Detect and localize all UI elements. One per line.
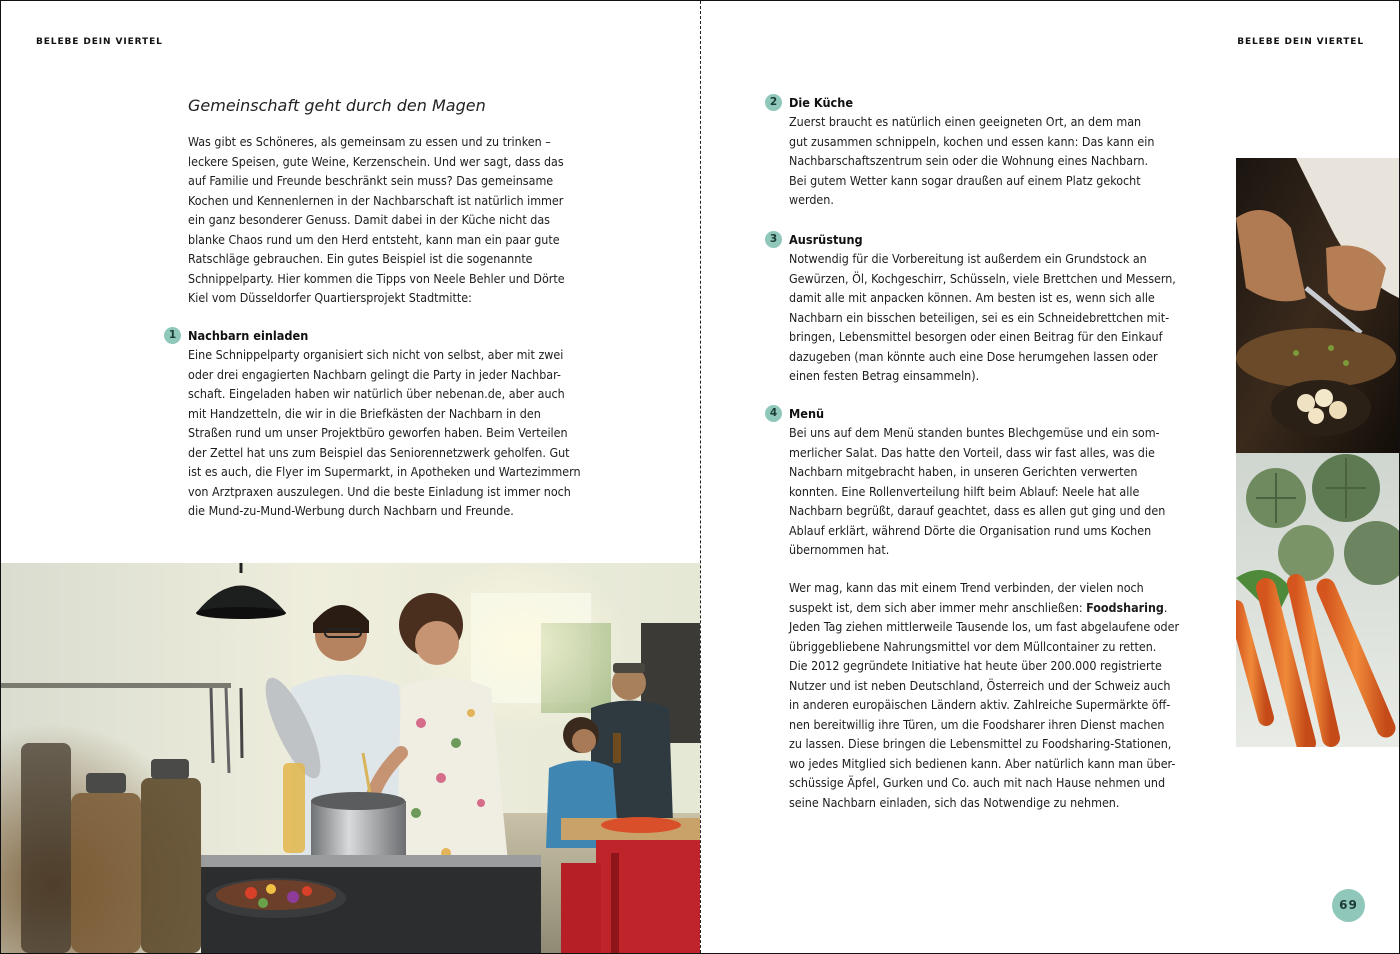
text-line: übriggebliebene Nahrungsmittel vor dem Müllcontainer zu retten.	[789, 638, 1157, 654]
text-line: gut zusammen schnippeln, kochen und essen kann: Das kann ein	[789, 133, 1155, 149]
text-line: zu lassen. Diese bringen die Lebensmittel zu Foodsharing-Stationen,	[789, 736, 1172, 751]
vegetable-photo	[1236, 158, 1399, 747]
text-line: seine Nachbarn einladen, sich das Notwendige zu nehmen.	[789, 794, 1120, 810]
text-line: wo jedes Mitglied sich bedienen kann. Aber natürlich kann man über-	[789, 755, 1176, 771]
number-badge: 1	[164, 327, 181, 344]
tip-body	[188, 345, 613, 521]
text-span: suspekt ist, dem sich aber immer mehr anschließen:	[789, 599, 1087, 615]
text-line: auf Familie und Freunde beschränkt sein muss? Das gemeinsame	[188, 173, 554, 188]
text-line: schüssige Äpfel, Gurken und Co. auch mit nach Hause nehmen und	[789, 775, 1166, 790]
text-line: Kiel vom Düsseldorfer Quartiersprojekt Stadtmitte:	[188, 290, 472, 305]
tip-body	[789, 423, 1209, 560]
text-line: in anderen europäischen Ländern aktiv. Zahlreiche Supermärkte öff-	[789, 697, 1171, 712]
text-line: Die 2012 gegründete Initiative hat heute über 200.000 registrierte	[789, 658, 1162, 673]
text-line: ein ganz besonderer Genuss. Damit dabei in der Küche nicht das	[188, 212, 550, 227]
text-line: Kochen und Kennenlernen in der Nachbarschaft ist natürlich immer	[188, 192, 564, 208]
foodsharing-paragraph	[789, 578, 1211, 812]
kitchen-photo	[1, 563, 700, 953]
text-line: Bei gutem Wetter kann sogar draußen auf einem Platz gekocht	[789, 172, 1141, 188]
text-line: Gewürzen, Öl, Kochgeschirr, Schüsseln, viele Brettchen und Messern,	[789, 270, 1176, 286]
tip-title: Nachbarn einladen	[188, 327, 309, 343]
text-line: nen bereitwillig ihre Türen, um die Foodsharer ihren Dienst machen	[789, 716, 1165, 732]
text-line: Nutzer und ist neben Deutschland, Österreich und der Schweiz auch	[789, 677, 1171, 693]
text-line: dazugeben (man könnte auch eine Dose herumgehen lassen oder	[789, 348, 1158, 364]
text-line: leckere Speisen, gute Weine, Kerzenschein. Und wer sagt, dass das	[188, 153, 564, 169]
text-line: merlicher Salat. Das hatte den Vorteil, dass wir fast alles, was die	[789, 444, 1155, 460]
text-line: schaft. Eingeladen haben wir natürlich über nebenan.de, aber auch	[188, 386, 565, 401]
number-badge: 2	[765, 94, 782, 111]
text-line: Ablauf erklärt, während Dörte die Organisation rund ums Kochen	[789, 522, 1152, 538]
text-line: Notwendig für die Vorbereitung ist außerdem ein Grundstock an	[789, 251, 1147, 266]
section-title: Gemeinschaft geht durch den Magen	[188, 96, 486, 115]
text-line: damit alle mit anpacken können. Am besten ist es, wenn sich alle	[789, 290, 1155, 305]
tip-item-1	[168, 325, 613, 521]
text-line: Wer mag, kann das mit einem Trend verbinden, der vielen noch	[789, 580, 1144, 595]
text-line: ist es auch, die Flyer im Supermarkt, in Apotheken und Wartezimmern	[188, 464, 581, 479]
text-line: Bei uns auf dem Menü standen buntes Blechgemüse und ein som-	[789, 425, 1160, 440]
page-number-badge: 69	[1332, 889, 1365, 922]
right-page	[701, 1, 1399, 953]
text-line: einen festen Betrag einsammeln).	[789, 368, 980, 383]
running-head-left: BELEBE DEIN VIERTEL	[36, 37, 163, 47]
intro-paragraph	[188, 132, 608, 308]
text-line: Schnippelparty. Hier kommen die Tipps von Neele Behler und Dörte	[188, 270, 565, 286]
tip-body	[789, 112, 1209, 210]
text-line: Was gibt es Schöneres, als gemeinsam zu essen und zu trinken –	[188, 134, 551, 149]
text-line: Ratschläge gebrauchen. Ein gutes Beispiel ist die sogenannte	[188, 251, 533, 266]
text-line	[789, 598, 1211, 618]
text-line: Zuerst braucht es natürlich einen geeigneten Ort, an dem man	[789, 114, 1142, 129]
foodsharing-keyword: Foodsharing	[1086, 599, 1164, 615]
tip-body	[789, 249, 1209, 386]
number-badge: 3	[765, 231, 782, 248]
text-line: von Arztpraxen auszulegen. Und die beste Einladung ist immer noch	[188, 483, 571, 499]
number-badge: 4	[765, 405, 782, 422]
tip-title: Ausrüstung	[789, 231, 863, 247]
text-line: konnten. Eine Rollenverteilung hilft beim Ablauf: Neele hat alle	[789, 483, 1140, 499]
text-line: übernommen hat.	[789, 542, 890, 557]
text-line: Jeden Tag ziehen mittlerweile Tausende los, um fast abgelaufene oder	[789, 619, 1180, 634]
text-line: blanke Chaos rund um den Herd entsteht, kann man ein paar gute	[188, 231, 560, 247]
text-line: bringen, Lebensmittel besorgen oder einen Beitrag für den Einkauf	[789, 329, 1163, 344]
text-line: Straßen rund um unser Projektbüro geworfen haben. Beim Verteilen	[188, 425, 568, 440]
tip-heading	[769, 92, 1209, 112]
tip-title: Die Küche	[789, 94, 854, 110]
text-line: Nachbarschaftszentrum sein oder die Wohnung eines Nachbarn.	[789, 153, 1149, 168]
running-head-right: BELEBE DEIN VIERTEL	[1237, 37, 1364, 47]
text-line: Eine Schnippelparty organisiert sich nicht von selbst, aber mit zwei	[188, 347, 564, 362]
tip-item-3	[769, 229, 1209, 386]
text-span: .	[1163, 599, 1168, 615]
text-line: Nachbarn ein bisschen beteiligen, sei es ein Schneidebrettchen mit-	[789, 309, 1170, 325]
text-line: mit Handzetteln, die wir in die Briefkästen der Nachbarn in den	[188, 405, 541, 421]
text-line: oder drei engagierten Nachbarn gelingt die Party in jeder Nachbar-	[188, 366, 561, 382]
tip-item-2	[769, 92, 1209, 210]
text-line: die Mund-zu-Mund-Werbung durch Nachbarn und Freunde.	[188, 503, 514, 518]
left-page	[1, 1, 700, 953]
text-line: der Zettel hat uns zum Beispiel das Seniorennetzwerk geholfen. Gut	[188, 444, 570, 460]
text-line: Nachbarn mitgebracht haben, in unseren Gerichten verwerten	[789, 464, 1138, 479]
tip-heading	[769, 403, 1209, 423]
tip-item-4	[769, 403, 1209, 560]
text-line: Nachbarn begrüßt, darauf geachtet, dass es allen gut ging und den	[789, 503, 1166, 518]
tip-heading	[769, 229, 1209, 249]
text-line: werden.	[789, 192, 834, 207]
tip-title: Menü	[789, 405, 825, 421]
tip-heading	[168, 325, 613, 345]
